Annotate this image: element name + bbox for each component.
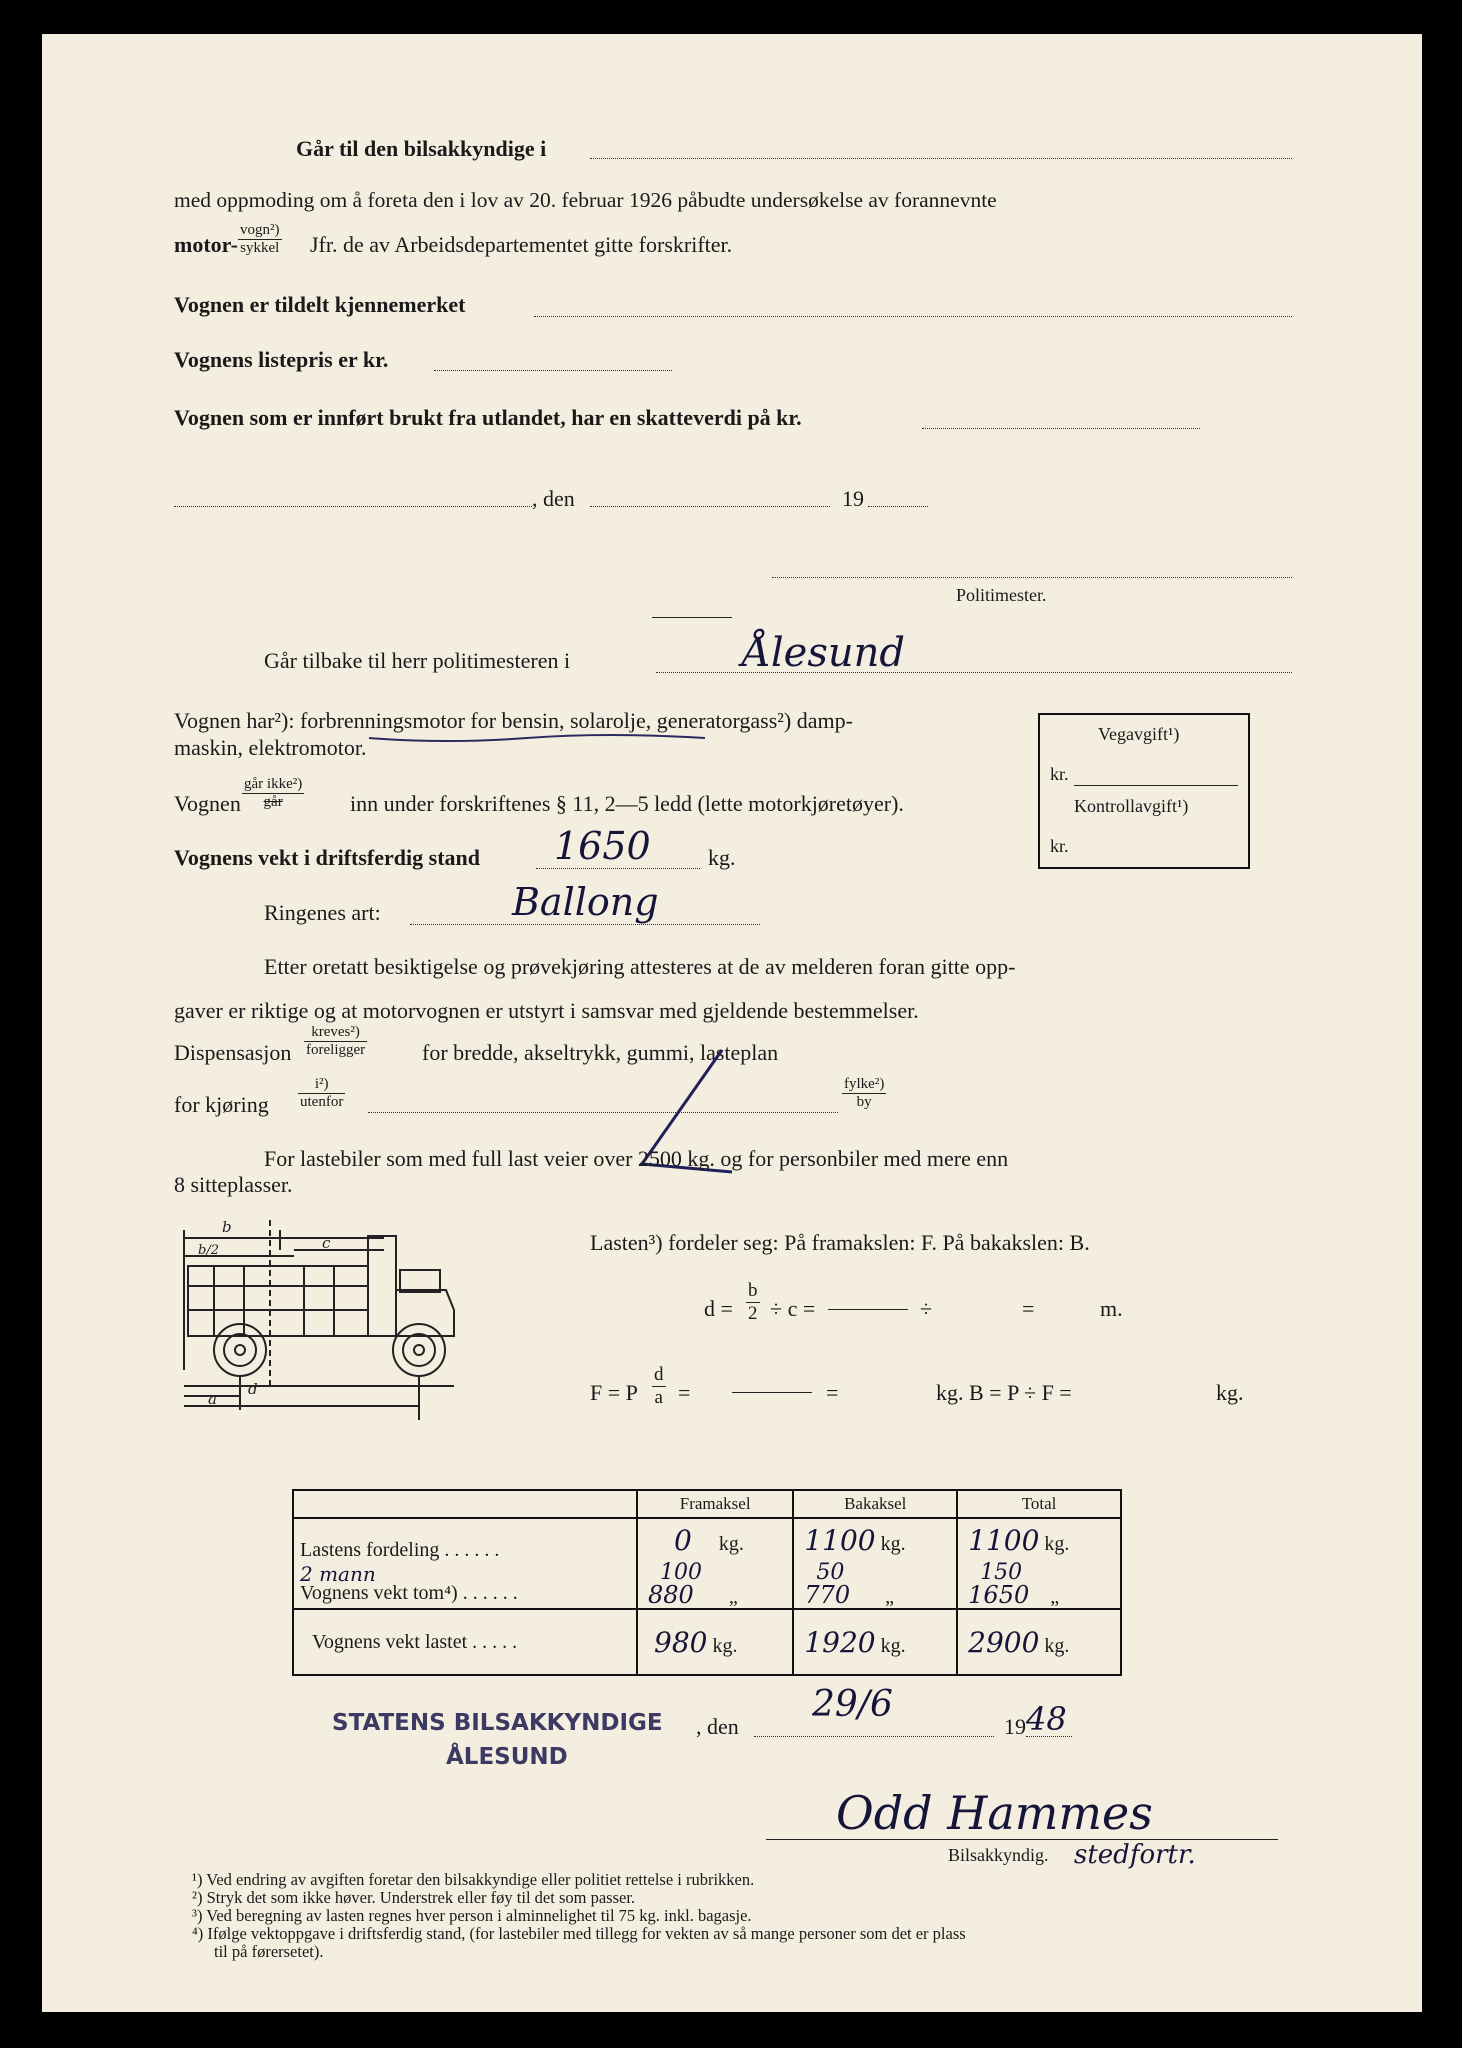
sig-date-field[interactable] [754,1736,994,1737]
header-framaksel: Framaksel [637,1490,793,1518]
val-total-tom: 1650 [968,1581,1030,1609]
gar-suffix: inn under forskriftenes § 11, 2—5 ledd (lette motorkjøretøyer). [350,791,904,816]
unit: „ [728,1586,738,1608]
signature-handwritten: Odd Hammes [836,1786,1153,1840]
footnote-2: ²) Stryk det som ikke høver. Understrek eller føy til det som passer. [192,1888,636,1907]
ringer-handwritten: Ballong [512,880,659,924]
cell [957,1562,1121,1609]
unit: kg. [880,1533,906,1555]
stamp-line2: ÅLESUND [446,1744,568,1770]
motor-prefix: motor- [174,232,238,257]
footnote-4: ⁴) Ifølge vektoppgave i driftsferdig stand, (for lastebiler med tillegg for vekten av så mange personer som det er plass [192,1924,966,1943]
underline-mark [367,730,707,746]
divider [652,617,732,618]
val-total-lastens: 1100 [968,1524,1040,1557]
d-fraction: $\frac{b}{2}$ [748,1280,758,1324]
unit: „ [1050,1586,1060,1608]
lasten-line: Lasten³) fordeler seg: På framakslen: F. På bakakslen: B. [590,1230,1090,1255]
cell [637,1609,793,1675]
form-page [42,34,1422,2012]
row-label-tom [293,1562,637,1609]
header-line2: med oppmoding om å foreta den i lov av 20. februar 1926 påbudte undersøkelse av forannevnte [174,188,997,212]
vekt-unit: kg. [708,845,736,870]
f-fraction: $\frac{d}{a}$ [654,1364,664,1408]
politimester-label: Politimester. [956,585,1047,605]
unit: kg. [718,1533,744,1555]
header-line1: Går til den bilsakkyndige i [296,136,547,161]
listepris-label: Vognens listepris er kr. [174,347,389,372]
row-label-tom-text: Vognens vekt tom⁴) . . . . . . [300,1581,518,1604]
diagram-label-b2: b/2 [198,1243,219,1258]
stamp-line1: STATENS BILSAKKYNDIGE [332,1710,663,1736]
ringer-field[interactable] [410,924,760,925]
vegavgift-label: Vegavgift¹) [1098,724,1180,744]
gar-fraction: går ikke²) går [244,776,303,811]
kjoring-label: for kjøring [174,1092,269,1117]
d-eq2: = [1022,1296,1035,1321]
disp-suffix: for bredde, akseltrykk, gummi, lasteplan [422,1040,779,1065]
listepris-field[interactable] [434,370,672,371]
kjennemerke-label: Vognen er tildelt kjennemerket [174,292,466,317]
header-total: Total [957,1490,1121,1518]
fylke-fraction: fylke²) by [844,1076,885,1111]
extra-total: 150 [980,1560,1023,1585]
stedfortr-handwritten: stedfortr. [1074,1840,1196,1870]
skatteverdi-field[interactable] [922,428,1200,429]
val-fram-lastet: 980 [654,1625,708,1659]
table-row [293,1518,1121,1562]
kjoring-fraction: i²) utenfor [300,1076,344,1111]
kjoring-field[interactable] [368,1112,838,1113]
d-unit: m. [1100,1296,1123,1321]
fee-box [1038,713,1250,869]
bilsakkyndig-field[interactable] [590,158,1292,159]
truck-diagram [174,1210,494,1450]
load-table [292,1489,1122,1676]
cell [637,1518,793,1562]
bilsakkyndig-title: Bilsakkyndig. [948,1845,1049,1865]
row-label-lastens: Lastens fordeling . . . . . . [293,1518,637,1562]
d-eq: d = [704,1296,733,1321]
f-eq3: = [826,1380,839,1405]
vekt-handwritten: 1650 [554,824,651,868]
footnote-1: ¹) Ved endring av avgiften foretar den bilsakkyndige eller politiet rettelse i rubrikken. [192,1870,755,1889]
lastebil-line-1: For lastebiler som med full last veier over 2500 kg. og for personbiler med mere enn [264,1146,1009,1171]
d-div: ÷ [920,1296,933,1321]
motor-suffix: Jfr. de av Arbeidsdepartementet gitte forskrifter. [310,232,733,257]
d-blank [828,1309,908,1310]
vognen-har-2: maskin, elektromotor. [174,735,367,760]
diagram-label-b: b [222,1218,232,1236]
vekt-field[interactable] [536,868,700,869]
table-row [293,1609,1121,1675]
d-rest: ÷ c = [770,1296,816,1321]
sig-year-prefix: 19 [1004,1714,1026,1739]
skatteverdi-label: Vognen som er innført brukt fra utlandet, har en skatteverdi på kr. [174,405,802,430]
footnote-4-cont: til på førersetet). [214,1942,324,1961]
unit: kg. [1044,1634,1070,1657]
unit: kg. [880,1634,906,1657]
etter-line-1: Etter oretatt besiktigelse og prøvekjøring attesteres at de av melderen foran gitte opp- [264,954,1016,979]
lastebil-line-2: 8 sitteplasser. [174,1172,293,1197]
kjennemerke-field[interactable] [534,316,1292,317]
date-field[interactable] [590,506,830,507]
vekt-label: Vognens vekt i driftsferdig stand [174,845,480,870]
row-label-lastet: Vognens vekt lastet . . . . . [293,1609,637,1675]
cell [957,1518,1121,1562]
note-2mann: 2 mann [300,1561,376,1586]
unit: kg. [712,1634,738,1657]
header-bakaksel: Bakaksel [793,1490,957,1518]
year-prefix: 19 [842,486,864,511]
diagram-label-c: c [322,1234,331,1252]
vognen-label: Vognen [174,791,241,816]
table-row [293,1562,1121,1609]
val-total-lastet: 2900 [968,1625,1040,1659]
return-city-handwritten: Ålesund [742,630,906,676]
place-field[interactable] [174,506,532,507]
cell [793,1609,957,1675]
f-eq2: = [678,1380,691,1405]
val-bak-tom: 770 [804,1581,851,1609]
diagram-label-a: a [208,1390,217,1408]
cell [793,1562,957,1609]
unit: kg. [1044,1533,1070,1555]
den-label: , den [532,486,575,511]
extra-fram: 100 [660,1560,702,1585]
year-field[interactable] [868,506,928,507]
etter-line-2: gaver er riktige og at motorvognen er utstyrt i samsvar med gjeldende bestemmelser. [174,998,919,1023]
val-fram-lastens: 0 [674,1524,692,1557]
val-bak-lastet: 1920 [804,1625,876,1659]
vognen-har-1: Vognen har²): forbrenningsmotor for bensin, solarolje, generatorgass²) damp- [174,708,853,733]
cell [793,1518,957,1562]
footnote-3: ³) Ved beregning av lasten regnes hver person i alminnelighet til 75 kg. inkl. bagasje. [192,1906,752,1925]
sig-year-field[interactable] [1026,1736,1072,1737]
sig-year-handwritten: 48 [1026,1700,1067,1738]
f-blank [732,1392,812,1393]
motor-fraction: vogn²) sykkel [240,222,280,257]
disp-label: Dispensasjon [174,1040,292,1065]
kontrollavgift-kr: kr. [1050,836,1069,856]
table-header-row [293,1490,1121,1518]
unit: „ [885,1586,895,1608]
extra-bak: 50 [816,1560,845,1585]
sig-date-handwritten: 29/6 [812,1684,893,1725]
f-eq: F = P [590,1380,638,1405]
val-fram-tom: 880 [648,1581,694,1609]
kontrollavgift-label: Kontrollavgift¹) [1074,796,1189,816]
sig-den: , den [696,1714,739,1739]
vegavgift-field[interactable] [1074,785,1238,786]
cell [957,1609,1121,1675]
politimester-signature-line[interactable] [772,577,1292,578]
cell [637,1562,793,1609]
f-kg-end: kg. [1216,1380,1244,1405]
disp-fraction: kreves²) foreligger [306,1024,366,1059]
f-kg-b: kg. B = P ÷ F = [936,1380,1072,1405]
ringer-label: Ringenes art: [264,900,381,925]
diagram-label-d: d [248,1380,258,1398]
vegavgift-kr: kr. [1050,764,1069,784]
signature-line[interactable] [766,1839,1278,1840]
val-bak-lastens: 1100 [804,1524,876,1557]
return-prefix: Går tilbake til herr politimesteren i [264,648,571,673]
